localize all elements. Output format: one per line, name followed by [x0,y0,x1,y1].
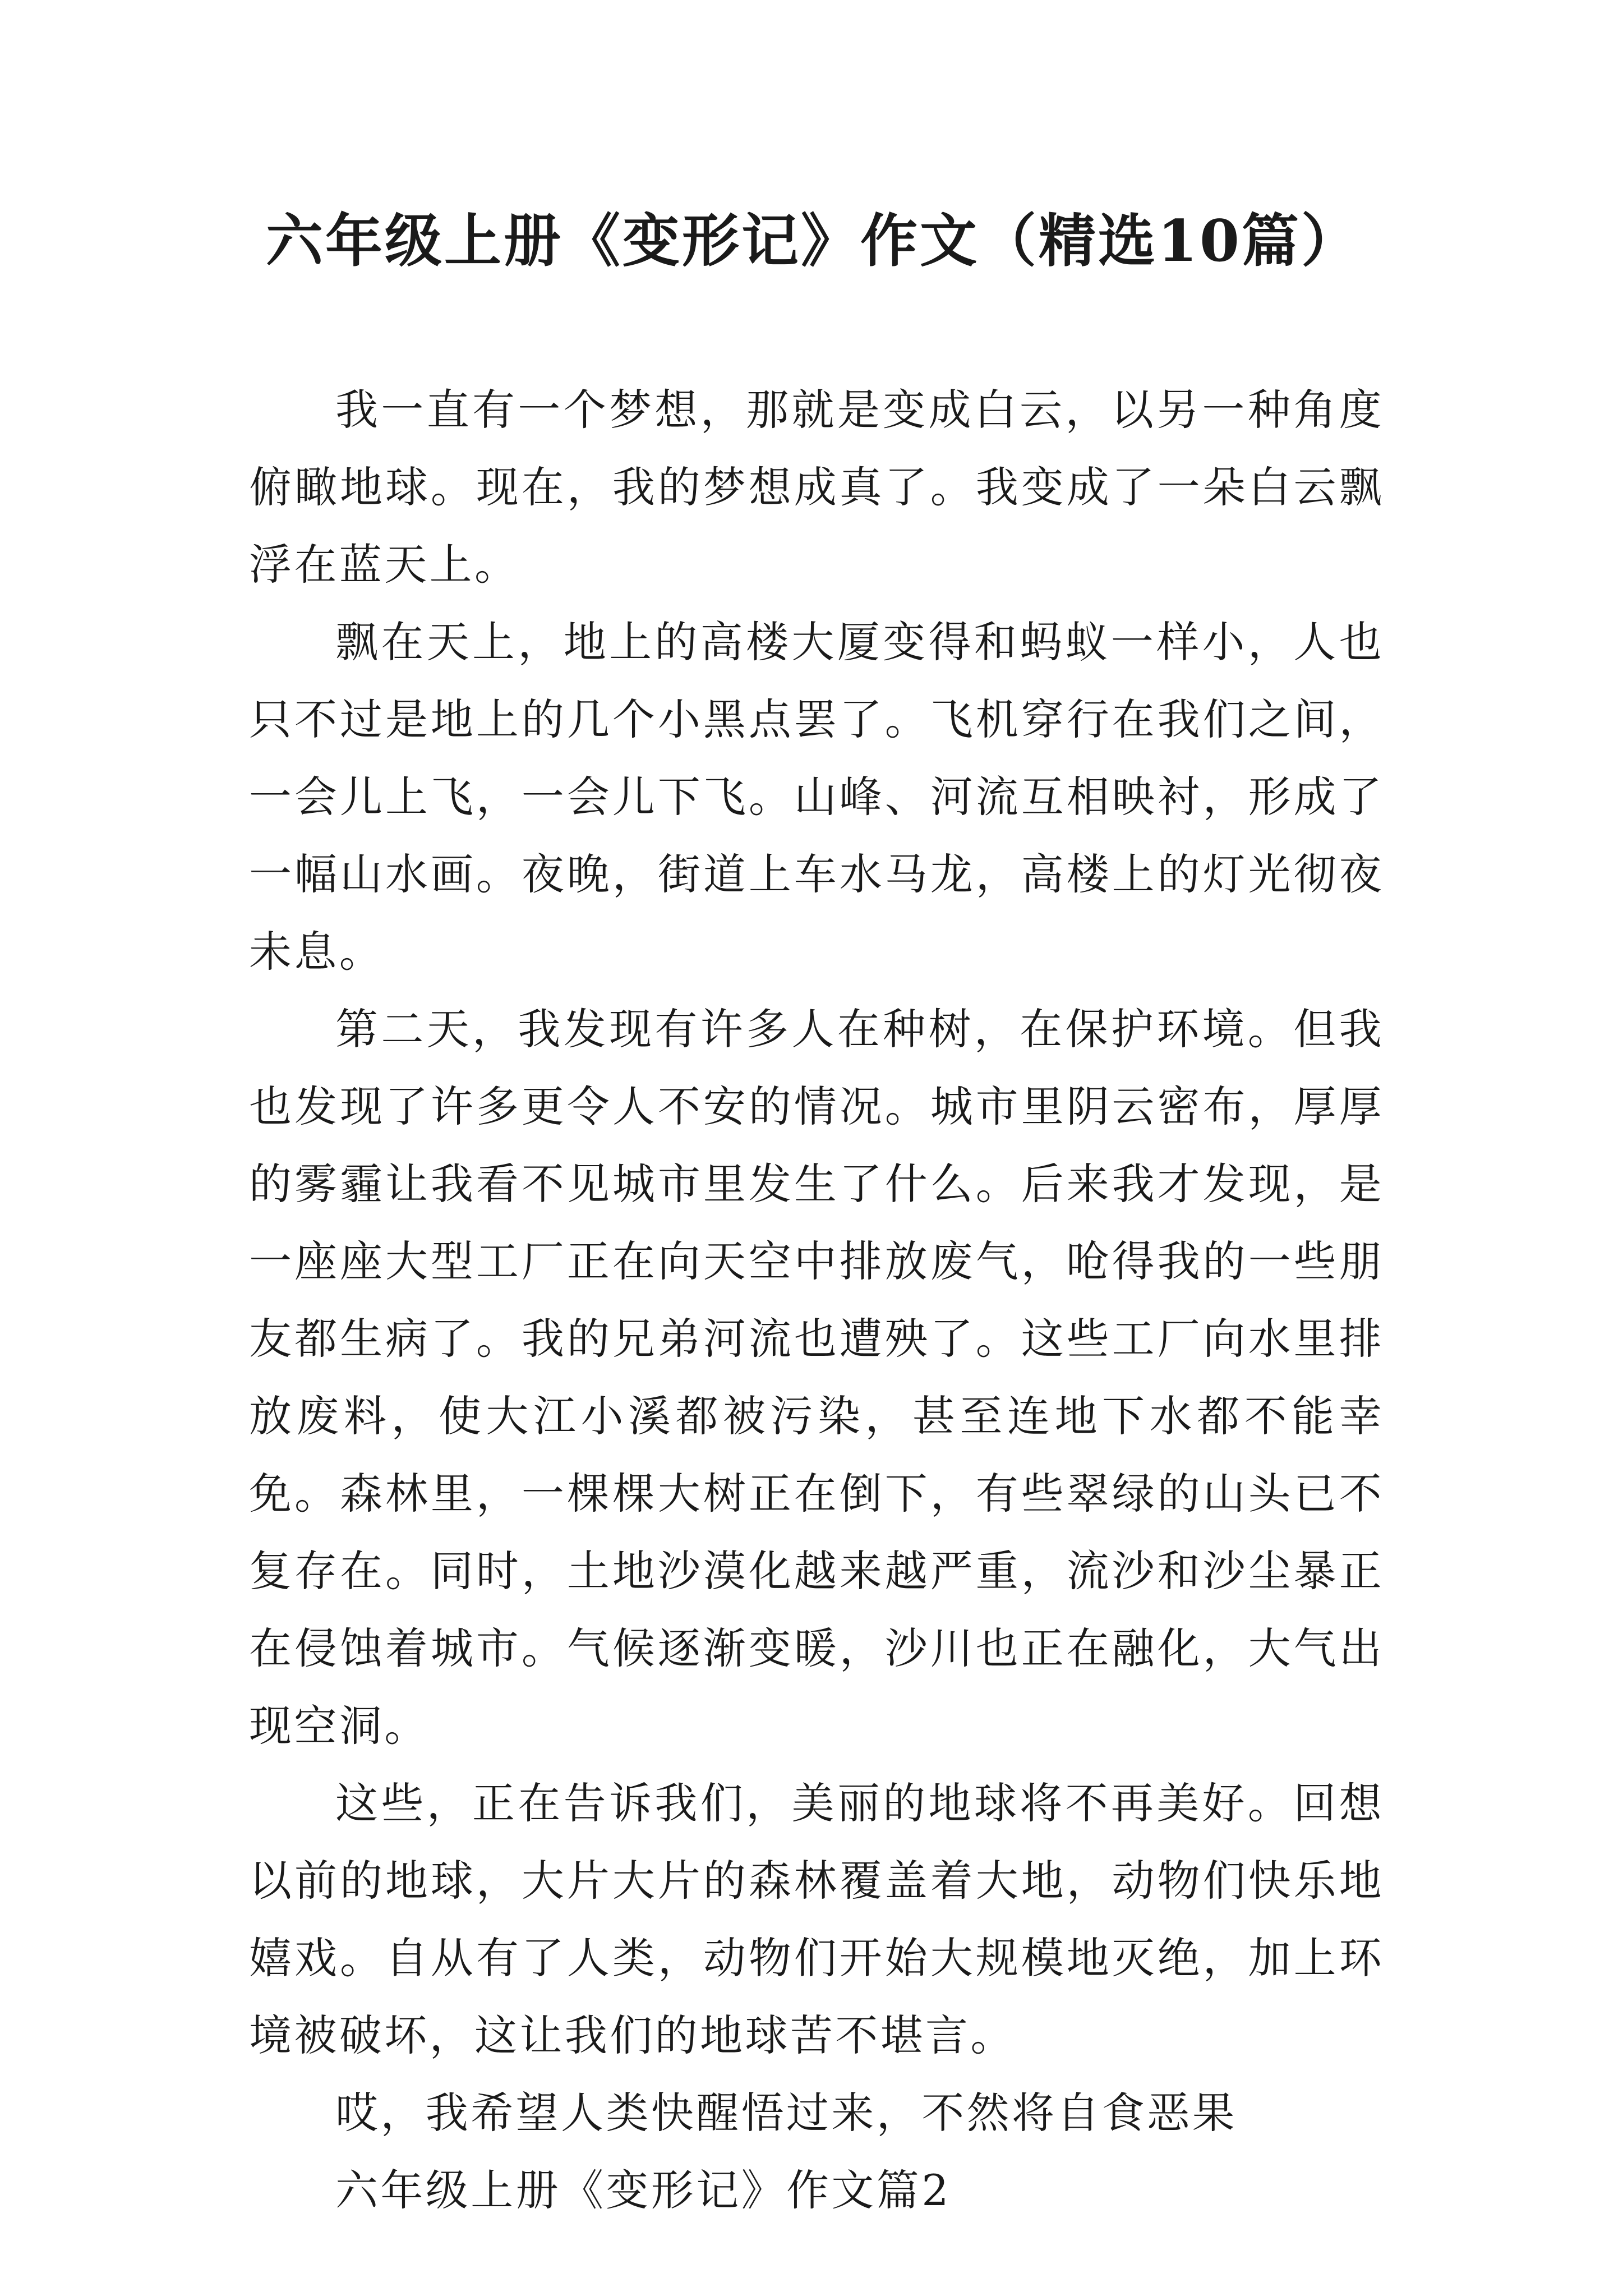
paragraph-2: 飘在天上，地上的高楼大厦变得和蚂蚁一样小，人也只不过是地上的几个小黑点罢了。飞机穿行在我们之间，一会儿上飞，一会儿下飞。山峰、河流互相映衬，形成了一幅山水画。夜晚，街道上车水马龙，高楼上的灯光彻夜未息。 [249,617,1384,977]
paragraph-3: 第二天，我发现有许多人在种树，在保护环境。但我也发现了许多更令人不安的情况。城市里阴云密布，厚厚的雾霾让我看不见城市里发生了什么。后来我才发现，是一座座大型工厂正在向天空中排放废气，呛得我的一些朋友都生病了。我的兄弟河流也遭殃了。这些工厂向水里排放废料，使大江小溪都被污染，甚至连地下水都不能幸免。森林里，一棵棵大树正在倒下，有些翠绿的山头已不复存在。同时，土地沙漠化越来越严重，流沙和沙尘暴正在侵蚀着城市。气候逐渐变暖，沙川也正在融化，大气出现空洞。 [249,1004,1384,1751]
paragraph-5: 哎，我希望人类快醒悟过来，不然将自食恶果 [335,2088,1237,2138]
section-heading-2: 六年级上册《变形记》作文篇2 [335,2165,951,2215]
paragraph-1: 我一直有一个梦想，那就是变成白云，以另一种角度俯瞰地球。现在，我的梦想成真了。我变成了一朵白云飘浮在蓝天上。 [249,385,1384,590]
document-body [249,371,1384,2229]
document-title: 六年级上册《变形记》作文（精选10篇） [266,208,1361,275]
paragraph-4: 这些，正在告诉我们，美丽的地球将不再美好。回想以前的地球，大片大片的森林覆盖着大地，动物们快乐地嬉戏。自从有了人类，动物们开始大规模地灭绝，加上环境被破坏，这让我们的地球苦不堪言。 [249,1778,1384,2060]
